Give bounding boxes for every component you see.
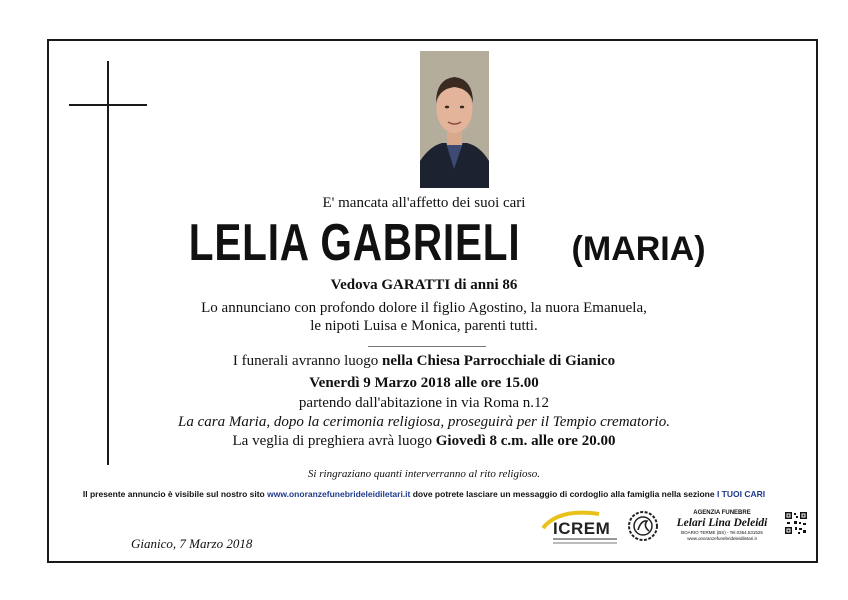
agency-logo <box>666 509 778 542</box>
funeral-departure-line: partendo dall'abitazione in via Roma n.12 <box>298 395 550 411</box>
agency-site: www.onoranzefunebrideleidiletari.it <box>687 536 757 541</box>
announcement-line-2: le nipoti Luisa e Monica, parenti tutti. <box>310 318 538 334</box>
site-section-link[interactable]: I TUOI CARI <box>716 489 766 499</box>
deceased-nickname: (MARIA) <box>571 230 706 268</box>
place-date: Gianico, 7 Marzo 2018 <box>131 536 253 551</box>
vigil-prefix: La veglia di preghiera avrà luogo <box>232 433 436 449</box>
agency-name: Lelari Lina Deleidi <box>676 517 768 529</box>
site-notice-prefix: Il presente annuncio è visibile sul nostro sito <box>82 489 268 499</box>
agency-title: AGENZIA FUNEBRE <box>693 510 751 516</box>
icrem-logo <box>539 508 619 548</box>
deceased-name: LELIA GABRIELI <box>189 214 521 272</box>
widow-line: Vedova GARATTI di anni 86 <box>330 277 518 293</box>
monogram-seal-icon <box>627 510 659 542</box>
qr-code-icon[interactable] <box>784 511 808 535</box>
icrem-subline <box>553 538 617 540</box>
cremation-line: La cara Maria, dopo la cerimonia religiosa, proseguirà per il Tempio crematorio. <box>178 414 670 430</box>
cross-arm <box>69 104 147 106</box>
separator-rule <box>368 346 486 347</box>
intro-line: E' mancata all'affetto dei suoi cari <box>322 195 526 211</box>
announcement-line-1: Lo annunciano con profondo dolore il figlio Agostino, la nuora Emanuela, <box>201 300 647 316</box>
funeral-location-church: nella Chiesa Parrocchiale di Gianico <box>382 353 616 369</box>
deceased-name-line <box>0 213 848 273</box>
portrait-photo <box>420 51 489 188</box>
funeral-location-line <box>0 353 848 370</box>
site-link[interactable]: www.onoranzefunebrideleidiletari.it <box>267 489 411 499</box>
thanks-line: Si ringraziano quanti interverranno al rito religioso. <box>307 468 541 480</box>
icrem-wordmark: ICREM <box>553 519 611 538</box>
vigil-line <box>0 433 848 450</box>
icrem-subline-2 <box>553 542 617 544</box>
agency-address: BOARIO TERME (BS) - Tel.0364.531526 <box>681 530 763 535</box>
funeral-datetime-line: Venerdì 9 Marzo 2018 alle ore 15.00 <box>309 375 539 391</box>
vigil-datetime: Giovedì 8 c.m. alle ore 20.00 <box>435 433 616 449</box>
funeral-location-prefix: I funerali avranno luogo <box>232 353 383 369</box>
site-notice-line <box>0 489 848 499</box>
site-notice-middle: dove potrete lasciare un messaggio di cordoglio alla famiglia nella sezione <box>410 489 717 499</box>
